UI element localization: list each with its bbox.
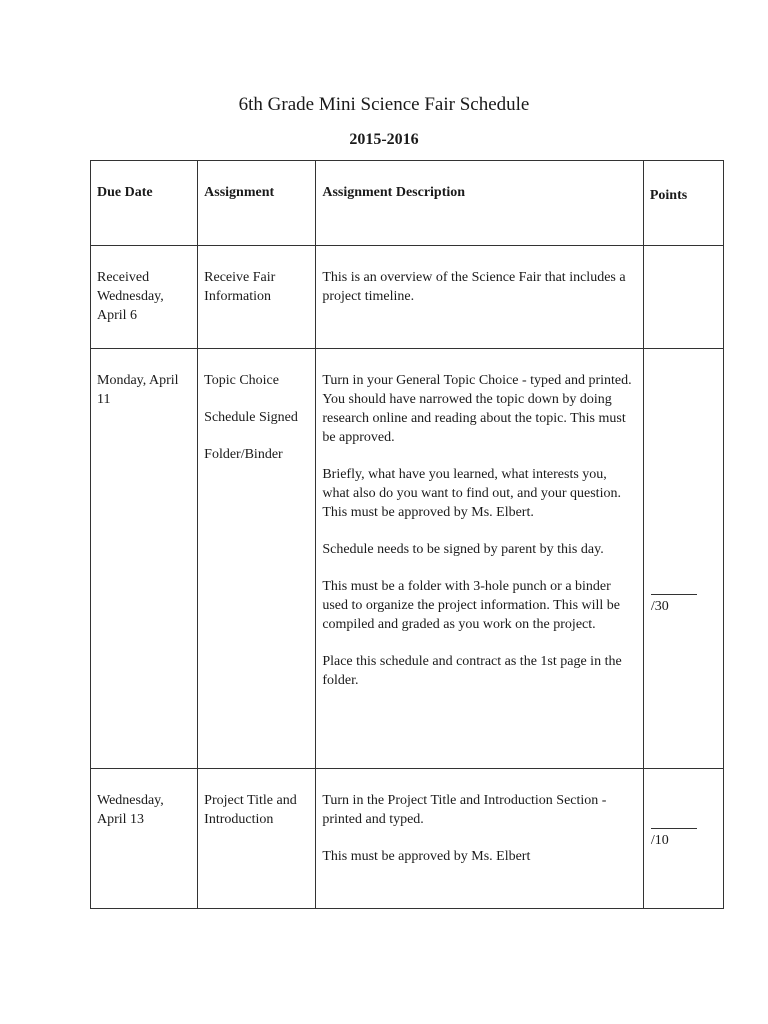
- header-due-date: [91, 161, 198, 246]
- assignment-cell: [198, 246, 316, 349]
- header-description-label: Assignment Description: [322, 185, 466, 200]
- table-row: [91, 769, 724, 909]
- description-cell: [316, 769, 644, 909]
- header-due-date-label: Due Date: [97, 185, 153, 200]
- assignment-text: Receive Fair Information: [204, 270, 276, 304]
- due-date-cell: [91, 246, 198, 349]
- description-cell: [316, 246, 644, 349]
- points-blank-line: [651, 594, 697, 595]
- points-blank-line: [651, 828, 697, 829]
- due-date-text: Monday, April 11: [97, 373, 179, 407]
- points-cell: [643, 769, 723, 909]
- due-date-text: Received Wednesday, April 6: [97, 270, 164, 323]
- description-text: This must be approved by Ms. Elbert: [322, 849, 531, 864]
- schedule-table: [90, 160, 724, 909]
- assignment-text: Project Title and Introduction: [204, 793, 297, 827]
- due-date-cell: [91, 349, 198, 769]
- table-row: [91, 349, 724, 769]
- description-text: Briefly, what have you learned, what interests you, what also do you want to find out, and your question. This must be approved by Ms. Elbert.: [322, 467, 621, 520]
- header-points: [643, 161, 723, 246]
- description-text: Schedule needs to be signed by parent by this day.: [322, 542, 604, 557]
- header-assignment-label: Assignment: [204, 185, 275, 200]
- points-text: /10: [650, 833, 669, 848]
- header-points-label: Points: [649, 188, 688, 203]
- assignment-cell: [198, 349, 316, 769]
- description-cell: [316, 349, 644, 769]
- document-year: 2015-2016: [349, 131, 419, 148]
- assignment-text: Folder/Binder: [204, 447, 283, 462]
- table-row: [91, 246, 724, 349]
- assignment-text: Topic Choice: [204, 373, 279, 388]
- description-text: This is an overview of the Science Fair that includes a project timeline.: [322, 270, 626, 304]
- header-description: [316, 161, 644, 246]
- assignment-cell: [198, 769, 316, 909]
- due-date-cell: [91, 769, 198, 909]
- document-title: 6th Grade Mini Science Fair Schedule: [238, 94, 530, 115]
- description-text: This must be a folder with 3-hole punch or a binder used to organize the project information. This will be compiled and graded as you work on the project.: [322, 579, 621, 632]
- points-cell: [643, 246, 723, 349]
- description-text: Turn in the Project Title and Introduction Section - printed and typed.: [322, 793, 607, 827]
- header-assignment: [198, 161, 316, 246]
- description-text: Place this schedule and contract as the 1st page in the folder.: [322, 654, 622, 688]
- points-text: /30: [650, 599, 669, 614]
- due-date-text: Wednesday, April 13: [97, 793, 164, 827]
- points-cell: [643, 349, 723, 769]
- table-header-row: [91, 161, 724, 246]
- description-text: Turn in your General Topic Choice - typed and printed. You should have narrowed the topic down by doing research online and reading about the topic. This must be approved.: [322, 373, 632, 445]
- assignment-text: Schedule Signed: [204, 410, 298, 425]
